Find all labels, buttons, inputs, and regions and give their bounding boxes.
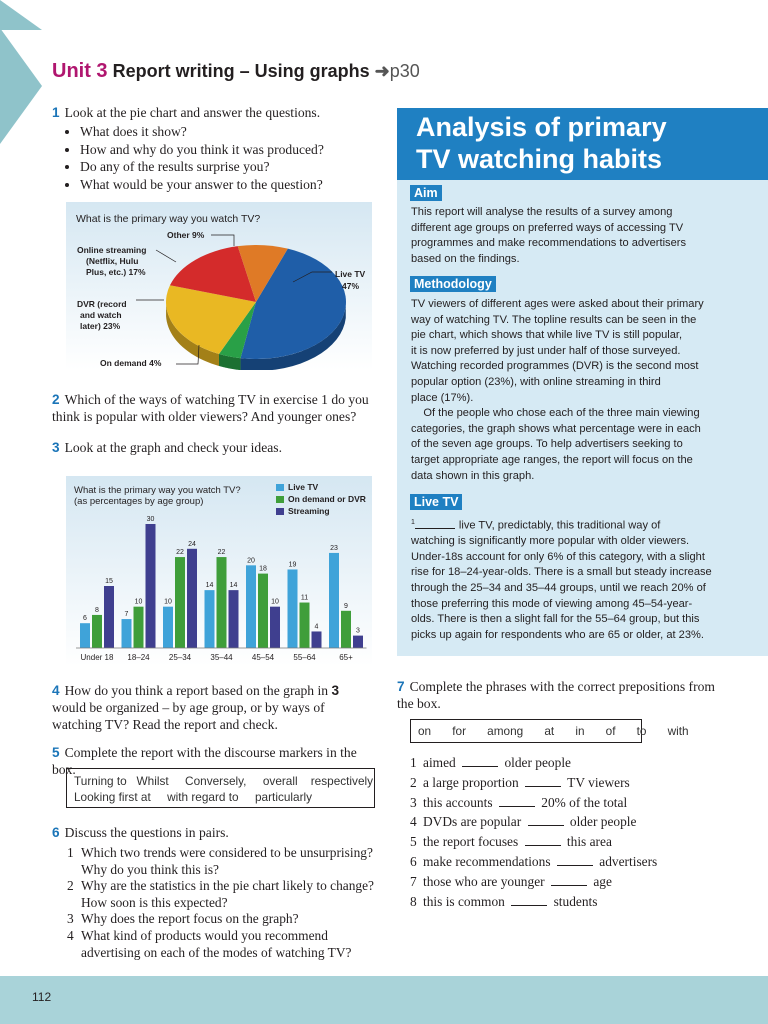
bar — [80, 623, 90, 648]
exercise-instruction: Complete the phrases with the correct prepositions from the box. — [397, 679, 715, 711]
bar-value-label: 10 — [134, 598, 143, 606]
text-line: way of watching TV. The topline results can be seen in the — [411, 313, 697, 326]
report-title — [397, 108, 768, 180]
bar-value-label: 11 — [300, 594, 309, 602]
list-item — [410, 773, 730, 793]
phrase-start: this accounts — [423, 794, 493, 810]
item-number: 4 — [67, 927, 74, 943]
pie-label: and watch — [80, 310, 122, 320]
bar — [300, 603, 310, 648]
phrase-start: aimed — [423, 755, 456, 770]
phrase-start: make recommendations — [423, 853, 551, 869]
chart-title: What is the primary way you watch TV? — [74, 485, 241, 496]
answer-blank[interactable] — [551, 885, 587, 886]
item-number: 8 — [410, 893, 417, 909]
legend-swatch — [276, 484, 284, 491]
word-item: with — [667, 724, 689, 738]
text-line: olds. There is then a slight fall for the 55–64 group, but this — [411, 613, 700, 626]
gap-blank[interactable] — [415, 528, 455, 529]
list-item — [410, 832, 730, 852]
bar — [312, 631, 322, 648]
text-line: watching is significantly more popular with older viewers. — [411, 535, 690, 548]
item-number: 2 — [67, 878, 74, 894]
bar — [329, 553, 339, 648]
exercise-instruction: Complete the report with the discourse markers in the box. — [52, 745, 357, 777]
pie-label: Plus, etc.) 17% — [86, 267, 146, 277]
text-line: This report will analyse the results of a survey among — [411, 206, 673, 218]
text-line: rise for 18–24-year-olds. There is a small but steady increase — [411, 566, 712, 579]
phrase-end: 20% of the total — [541, 794, 628, 810]
item-number: 7 — [410, 873, 417, 889]
phrase-list — [410, 753, 730, 911]
bar — [341, 611, 351, 648]
bar — [246, 565, 256, 648]
exercise-instruction: Discuss the questions in pairs. — [64, 825, 229, 840]
x-tick-label: 55–64 — [293, 653, 316, 662]
answer-blank[interactable] — [499, 806, 535, 807]
list-item — [410, 852, 730, 872]
item-text: advertising on each of the modes of watching TV? — [81, 944, 352, 960]
bar-value-label: 22 — [176, 549, 184, 557]
phrase-end: age — [593, 873, 612, 889]
item-number: 2 — [410, 774, 417, 790]
item-text: Why does the report focus on the graph? — [81, 911, 299, 927]
exercise-1 — [52, 104, 352, 193]
answer-blank[interactable] — [511, 905, 547, 906]
list-item: • How and why do you think it was produced? — [80, 141, 352, 159]
text-line: TV viewers of different ages were asked about their primary — [411, 298, 704, 310]
exercise-instruction-b: would be organized – by age group, or by ways of watching TV? Read the report and check. — [52, 700, 325, 732]
bar-value-label: 18 — [259, 565, 267, 573]
exercise-number: 4 — [52, 683, 60, 698]
bar-value-label: 10 — [164, 598, 172, 606]
phrase-start: the report focuses — [423, 834, 519, 850]
text-line: programmes and make recommendations to advertisers — [411, 237, 686, 250]
item-number: 4 — [410, 814, 417, 830]
page-number: 112 — [32, 990, 52, 1004]
item-number: 6 — [410, 853, 417, 869]
x-tick-label: 25–34 — [168, 653, 192, 662]
phrase-start: a large proportion — [423, 774, 519, 790]
word-item: overall — [262, 774, 298, 788]
item-text: Which two trends were considered to be unsurprising? — [81, 845, 373, 860]
bar — [270, 607, 280, 648]
list-item — [67, 878, 382, 911]
text-line — [411, 515, 761, 534]
item-text: Why do you think this is? — [81, 861, 219, 877]
word-item: in — [575, 724, 585, 738]
word-item: Looking first at — [74, 790, 151, 804]
live-tv-heading: Live TV — [410, 494, 462, 510]
answer-blank[interactable] — [525, 845, 561, 846]
page-reference[interactable] — [375, 61, 420, 81]
exercise-number: 2 — [52, 392, 60, 407]
text-line: data shown in this graph. — [411, 469, 535, 482]
pie-label: DVR (record — [77, 299, 127, 309]
list-item — [67, 911, 382, 928]
pie-label: later) 23% — [80, 321, 121, 331]
answer-blank[interactable] — [557, 865, 593, 866]
legend-swatch — [276, 496, 284, 503]
pie-chart — [66, 202, 372, 370]
unit-label: Unit 3 — [52, 60, 108, 82]
exercise-ref: 3 — [331, 683, 340, 698]
text-line: different age groups on preferred ways of accessing TV — [411, 221, 684, 234]
text-span: live TV, predictably, this traditional way of — [458, 519, 661, 532]
phrase-end: older people — [504, 755, 571, 770]
list-item — [67, 928, 382, 961]
bar-value-label: 14 — [229, 582, 238, 590]
question-list — [52, 123, 352, 193]
bar-chart-svg — [66, 476, 372, 666]
bar-value-label: 4 — [314, 623, 319, 631]
discussion-list — [52, 845, 382, 961]
arrow-circle-icon: ➜ — [374, 61, 390, 81]
exercise-2 — [52, 391, 372, 425]
exercise-number: 6 — [52, 825, 60, 840]
bar — [122, 619, 132, 648]
x-tick-label: 18–24 — [127, 653, 150, 662]
word-item: particularly — [255, 790, 313, 804]
exercise-number: 3 — [52, 440, 60, 455]
prepositions-box — [410, 719, 689, 743]
page-corner-tab — [0, 0, 42, 30]
text-line: through the 25–34 and 35–44 groups, until we reach 20% of — [411, 582, 706, 595]
phrase-start: DVDs are popular — [423, 814, 522, 830]
page-footer — [0, 976, 768, 1024]
bar-value-label: 15 — [105, 578, 113, 585]
exercise-number: 7 — [397, 679, 405, 694]
bar-marks — [76, 516, 367, 662]
x-tick-label: 65+ — [339, 653, 353, 662]
word-item: to — [636, 724, 647, 738]
unit-title: Report writing – Using graphs — [112, 61, 370, 81]
text-line: Of the people who chose each of the three main viewing — [411, 407, 700, 420]
list-item: • Do any of the results surprise you? — [80, 158, 352, 176]
bar — [258, 574, 268, 648]
bar-chart — [66, 476, 372, 666]
methodology-text — [411, 297, 761, 484]
bar-value-label: 8 — [95, 606, 99, 614]
exercise-number: 1 — [52, 105, 60, 120]
bar-value-label: 9 — [344, 602, 348, 610]
x-tick-label: 45–54 — [251, 653, 275, 662]
legend — [276, 482, 366, 516]
text-line: those preferring this mode of viewing among 45–54-year- — [411, 597, 693, 610]
text-line: pie chart, which shows that while live TV is still popular, — [411, 329, 683, 342]
gap-number: 1 — [411, 519, 415, 526]
pie-label: (Netflix, Hulu — [86, 256, 139, 266]
bar-value-label: 19 — [288, 561, 297, 569]
legend-label: Live TV — [288, 482, 319, 492]
word-item: with regard to — [167, 790, 239, 804]
item-number: 1 — [67, 845, 74, 860]
text-line: based on the findings. — [411, 252, 520, 265]
page-ref-label: p30 — [389, 61, 420, 81]
bar-value-label: 23 — [330, 544, 338, 552]
bar — [187, 549, 197, 648]
text-line: categories, the graph shows what percentage were in each — [411, 422, 701, 435]
exercise-instruction-a: How do you think a report based on the graph in — [64, 683, 332, 698]
list-item — [410, 812, 730, 832]
legend-label: On demand or DVR — [288, 494, 366, 504]
live-tv-text — [411, 515, 761, 643]
bar-value-label: 7 — [124, 611, 129, 619]
report-title-line: Analysis of primary — [416, 112, 667, 142]
list-item — [410, 753, 730, 773]
exercise-instruction: Look at the pie chart and answer the questions. — [64, 105, 321, 120]
text-line: Watching recorded programmes (DVR) is the second most — [411, 360, 699, 373]
exercise-instruction: Which of the ways of watching TV in exercise 1 do you think is popular with older viewers? And younger ones? — [52, 392, 369, 424]
bar-value-label: 6 — [83, 615, 87, 623]
methodology-heading: Methodology — [410, 276, 496, 292]
text-line: place (17%). — [411, 391, 474, 404]
bar — [163, 607, 173, 648]
discourse-markers-box — [66, 768, 375, 808]
phrase-end: TV viewers — [567, 774, 630, 790]
pie-label: Online streaming — [77, 245, 147, 255]
exercise-number: 5 — [52, 745, 60, 760]
word-item: on — [418, 724, 432, 738]
word-item: Turning to — [74, 774, 127, 788]
pie-label: 47% — [342, 281, 360, 291]
bar — [175, 557, 185, 648]
item-text: What kind of products would you recommend — [81, 927, 328, 943]
bar — [146, 524, 156, 648]
word-item: of — [605, 724, 616, 738]
text-line: picks up again for respondents who are 65 or older, at 23%. — [411, 628, 704, 641]
aim-text — [411, 205, 761, 267]
exercise-4 — [52, 682, 352, 733]
item-text: Why are the statistics in the pie chart likely to change? — [81, 878, 374, 894]
phrase-start: those who are younger — [423, 873, 545, 889]
word-item: among — [487, 724, 524, 738]
word-item: respectively — [310, 774, 374, 788]
bar-value-label: 14 — [205, 582, 214, 590]
pie-label: Other 9% — [167, 230, 205, 240]
bar-value-label: 30 — [146, 516, 155, 523]
text-line: it is now preferred by just under half of those surveyed. — [411, 344, 681, 357]
phrase-end: this area — [566, 834, 612, 850]
item-number: 1 — [410, 755, 417, 770]
bar — [229, 590, 239, 648]
bar — [353, 636, 363, 648]
word-item: Conversely, — [185, 774, 247, 788]
bar — [288, 569, 298, 648]
bar — [92, 615, 102, 648]
answer-blank[interactable] — [462, 766, 498, 767]
text-line: popular option (23%), with online streaming in third — [411, 375, 661, 388]
unit-header — [52, 60, 420, 83]
bar — [104, 586, 114, 648]
legend-label: Streaming — [288, 506, 330, 516]
list-item — [410, 892, 730, 912]
item-number: 3 — [67, 911, 74, 927]
bar-value-label: 24 — [188, 540, 196, 548]
bar-value-label: 22 — [217, 549, 226, 557]
word-item: at — [544, 724, 555, 738]
phrase-start: this is common — [423, 893, 505, 909]
x-tick-label: Under 18 — [80, 653, 114, 662]
aim-heading: Aim — [410, 185, 442, 201]
legend-swatch — [276, 508, 284, 515]
list-item — [67, 845, 382, 878]
bar — [217, 557, 227, 648]
chart-title: What is the primary way you watch TV? — [76, 213, 261, 225]
pie-label: Live TV — [335, 269, 366, 279]
text-line: of the seven age groups. To help advertisers seeking to — [411, 438, 683, 451]
bar-value-label: 20 — [247, 557, 255, 565]
phrase-end: advertisers — [599, 853, 658, 869]
bar — [205, 590, 215, 648]
text-line: Under-18s account for only 6% of this category, with a slight — [411, 550, 705, 563]
exercise-7 — [397, 678, 727, 712]
phrase-end: older people — [569, 814, 637, 830]
list-item — [410, 793, 730, 813]
exercise-6 — [52, 824, 382, 961]
report-title-line: TV watching habits — [416, 144, 663, 174]
list-item: • What does it show? — [80, 123, 352, 141]
answer-blank[interactable] — [525, 786, 561, 787]
x-tick-label: 35–44 — [210, 653, 233, 662]
pie-chart-svg — [66, 202, 372, 370]
pie-label: On demand 4% — [100, 358, 162, 368]
list-item — [410, 872, 730, 892]
phrase-end: students — [553, 893, 598, 909]
bar-value-label: 3 — [356, 627, 360, 635]
item-text: How soon is this expected? — [81, 894, 228, 910]
word-item: Whilst — [136, 774, 169, 788]
chart-subtitle: (as percentages by age group) — [74, 496, 204, 507]
bar — [134, 607, 144, 648]
answer-blank[interactable] — [528, 825, 564, 826]
pie-slices — [166, 245, 346, 370]
exercise-instruction: Look at the graph and check your ideas. — [64, 440, 282, 455]
list-item: • What would be your answer to the question? — [80, 176, 352, 194]
bar-value-label: 10 — [271, 598, 279, 606]
text-line: target appropriate age ranges, the report will focus on the — [411, 453, 693, 466]
page-corner-arrow — [0, 28, 42, 144]
word-item: for — [452, 724, 467, 738]
exercise-3 — [52, 439, 372, 456]
item-number: 5 — [410, 834, 417, 850]
item-number: 3 — [410, 794, 417, 810]
